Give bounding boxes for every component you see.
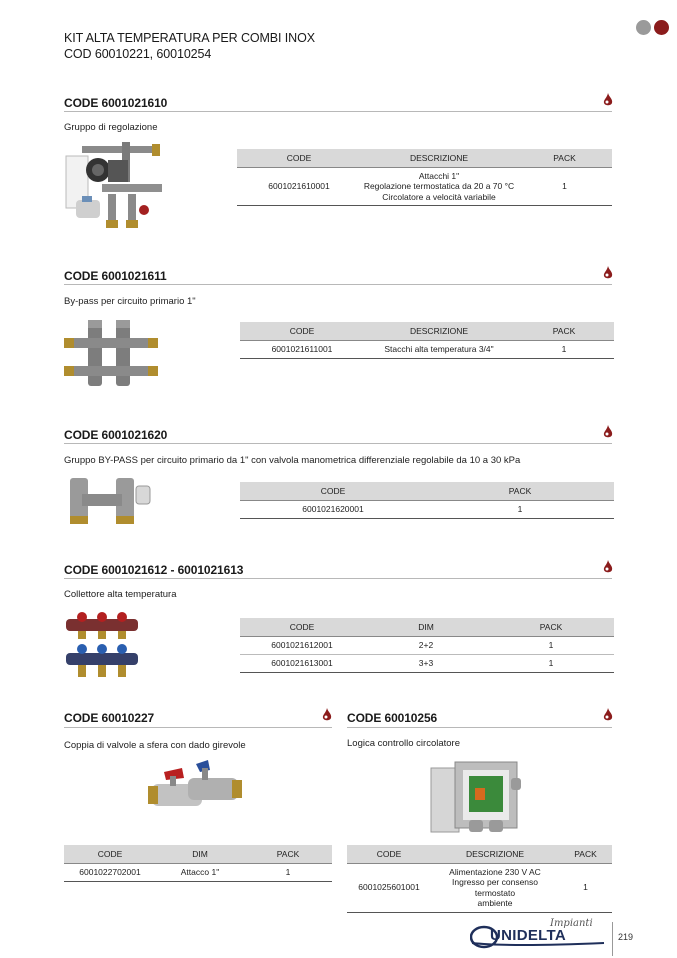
- flame-drop-icon: [322, 708, 332, 722]
- section-3-divider: [64, 443, 612, 444]
- col-pack: PACK: [426, 482, 614, 500]
- col-descrizione: DESCRIZIONE: [431, 845, 559, 863]
- manifold-image: [62, 607, 142, 681]
- bypass-valve-image: [64, 472, 156, 528]
- cell-code: 6001021611001: [240, 340, 364, 358]
- col-pack: PACK: [488, 618, 614, 636]
- desc-line: Ingresso per consenso termostato: [452, 877, 538, 898]
- cell-descrizione: [361, 167, 517, 206]
- cell-pack: 1: [517, 167, 612, 206]
- cell-dim: 3+3: [364, 654, 488, 672]
- section-5-divider: [64, 727, 332, 728]
- section-2-table: [240, 322, 614, 359]
- table-row: [240, 500, 614, 518]
- cell-pack: 1: [488, 654, 614, 672]
- section-3-desc: Gruppo BY-PASS per circuito primario da 1" con valvola manometrica differenziale regolabile da 10 a 30 kPa: [64, 455, 521, 466]
- section-2-title: CODE 6001021611: [64, 269, 167, 283]
- section-5-table: [64, 845, 332, 882]
- brand-name: UNIDELTA: [490, 927, 567, 944]
- col-pack: PACK: [514, 322, 614, 340]
- brand-script-text: Impianti: [550, 918, 593, 929]
- control-box-image: [425, 758, 523, 840]
- cell-code: 6001021612001: [240, 636, 364, 654]
- section-6-desc: Logica controllo circolatore: [347, 738, 461, 749]
- section-3-table: [240, 482, 614, 519]
- cell-code: 6001025601001: [347, 863, 431, 912]
- page-separator: [612, 922, 613, 956]
- section-5-title: CODE 60010227: [64, 711, 155, 725]
- cell-code: 6001022702001: [64, 863, 156, 881]
- col-pack: PACK: [244, 845, 332, 863]
- page-title-line1: KIT ALTA TEMPERATURA PER COMBI INOX: [64, 31, 315, 45]
- section-1-title: CODE 6001021610: [64, 96, 168, 110]
- flame-drop-icon: [603, 425, 613, 439]
- cell-pack: 1: [559, 863, 612, 912]
- section-1-desc: Gruppo di regolazione: [64, 122, 158, 133]
- desc-line: ambiente: [477, 898, 513, 908]
- section-4-title: CODE 6001021612 - 6001021613: [64, 563, 244, 577]
- col-code: CODE: [240, 322, 364, 340]
- page-title: [64, 30, 315, 62]
- cell-descrizione: [431, 863, 559, 912]
- col-code: CODE: [237, 149, 361, 167]
- cell-pack: 1: [426, 500, 614, 518]
- table-row: [240, 654, 614, 672]
- table-row: [64, 863, 332, 881]
- flame-drop-icon: [603, 93, 613, 107]
- col-pack: PACK: [517, 149, 612, 167]
- table-row: [240, 636, 614, 654]
- col-code: CODE: [240, 482, 426, 500]
- col-code: CODE: [240, 618, 364, 636]
- ball-valves-image: [148, 758, 244, 822]
- section-5-desc: Coppia di valvole a sfera con dado girevole: [64, 740, 246, 751]
- cell-code: 6001021610001: [237, 167, 361, 206]
- page-title-line2: COD 60010221, 60010254: [64, 47, 212, 61]
- col-pack: PACK: [559, 845, 612, 863]
- flame-drop-icon: [603, 708, 613, 722]
- section-3-title: CODE 6001021620: [64, 428, 168, 442]
- section-4-table: [240, 618, 614, 673]
- section-4-desc: Collettore alta temperatura: [64, 589, 177, 600]
- col-descrizione: DESCRIZIONE: [364, 322, 514, 340]
- col-dim: DIM: [156, 845, 244, 863]
- table-row: [240, 340, 614, 358]
- section-6-divider: [347, 727, 612, 728]
- cell-code: 6001021613001: [240, 654, 364, 672]
- bypass-image: [64, 316, 160, 392]
- section-6-title: CODE 60010256: [347, 711, 438, 725]
- col-code: CODE: [347, 845, 431, 863]
- header-dots: [636, 20, 672, 36]
- desc-line: Circolatore a velocità variabile: [382, 191, 496, 202]
- cell-descrizione: Stacchi alta temperatura 3/4": [364, 340, 514, 358]
- section-1-table: [237, 149, 612, 206]
- col-dim: DIM: [364, 618, 488, 636]
- table-row: [347, 863, 612, 912]
- section-2-desc: By-pass per circuito primario 1": [64, 296, 196, 307]
- table-row: [237, 167, 612, 206]
- cell-dim: Attacco 1": [156, 863, 244, 881]
- section-6-table: [347, 845, 612, 913]
- grey-dot-icon: [636, 20, 651, 35]
- section-2-divider: [64, 284, 612, 285]
- cell-dim: 2+2: [364, 636, 488, 654]
- cell-pack: 1: [514, 340, 614, 358]
- regulation-group-image: [62, 140, 170, 236]
- cell-pack: 1: [488, 636, 614, 654]
- red-dot-icon: [654, 20, 669, 35]
- col-code: CODE: [64, 845, 156, 863]
- cell-code: 6001021620001: [240, 500, 426, 518]
- desc-line: Regolazione termostatica da 20 a 70 °C: [363, 181, 515, 191]
- page-number: 219: [618, 932, 634, 942]
- flame-drop-icon: [603, 266, 613, 280]
- flame-drop-icon: [603, 560, 613, 574]
- cell-pack: 1: [244, 863, 332, 881]
- desc-line: Alimentazione 230 V AC: [449, 866, 541, 877]
- desc-line: Attacchi 1": [418, 170, 460, 181]
- section-1-divider: [64, 111, 612, 112]
- col-descrizione: DESCRIZIONE: [361, 149, 517, 167]
- section-4-divider: [64, 578, 612, 579]
